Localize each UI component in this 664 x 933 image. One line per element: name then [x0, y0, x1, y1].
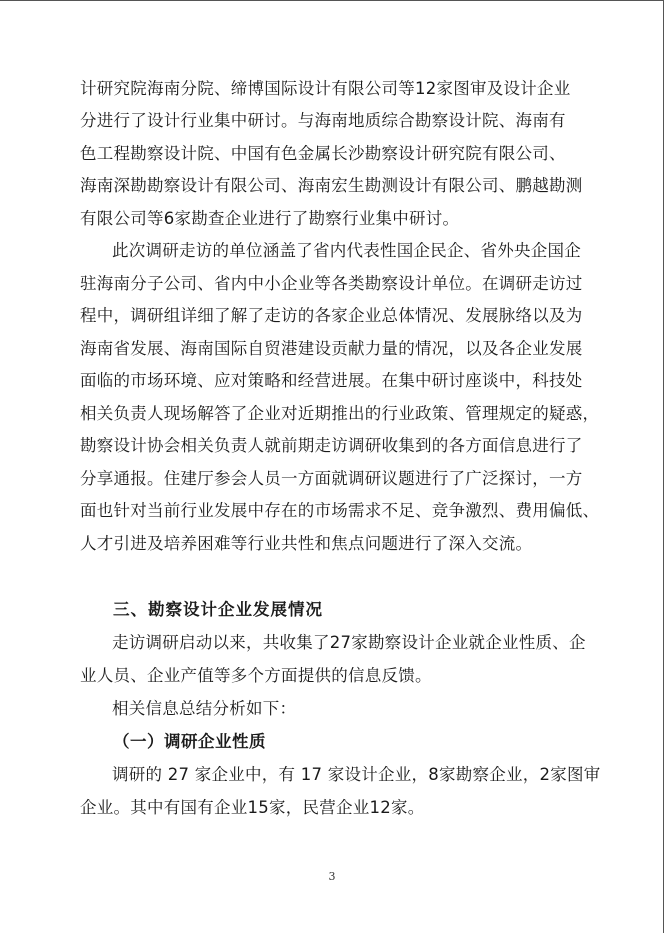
section-heading: 三、勘察设计企业发展情况 — [113, 600, 323, 619]
subheading: （一）调研企业性质 — [113, 732, 266, 751]
paragraph-1-line-1: 计研究院海南分院、缔博国际设计有限公司等12家图审及设计企业 — [80, 79, 571, 98]
paragraph-1-line-2: 分进行了设计行业集中研讨。与海南地质综合勘察设计院、海南有 — [80, 111, 566, 130]
paragraph-2-line-4: 海南省发展、海南国际自贸港建设贡献力量的情况，以及各企业发展 — [80, 339, 583, 358]
paragraph-2-line-8: 分享通报。住建厅参会人员一方面就调研议题进行了广泛探讨，一方 — [80, 469, 583, 488]
paragraph-2-line-6: 相关负责人现场解答了企业对近期推出的行业政策、管理规定的疑惑， — [80, 404, 600, 423]
paragraph-4: 相关信息总结分析如下： — [112, 699, 297, 718]
paragraph-2-line-9: 面也针对当前行业发展中存在的市场需求不足、竞争激烈、费用偏低、 — [80, 501, 600, 520]
paragraph-3-line-2: 业人员、企业产值等多个方面提供的信息反馈。 — [80, 666, 432, 685]
paragraph-2-line-10: 人才引进及培养困难等行业共性和焦点问题进行了深入交流。 — [80, 534, 533, 553]
paragraph-2-line-7: 勘察设计协会相关负责人就前期走访调研收集到的各方面信息进行了 — [80, 436, 583, 455]
paragraph-1-line-4: 海南深勘勘察设计有限公司、海南宏生勘测设计有限公司、鹏越勘测 — [80, 176, 583, 195]
paragraph-1-line-3: 色工程勘察设计院、中国有色金属长沙勘察设计研究院有限公司、 — [80, 144, 566, 163]
paragraph-1-line-5: 有限公司等6家勘查企业进行了勘察行业集中研讨。 — [80, 209, 460, 228]
page-number: 3 — [328, 870, 336, 883]
paragraph-2-line-3: 程中，调研组详细了解了走访的各家企业总体情况、发展脉络以及为 — [80, 306, 583, 325]
paragraph-2-line-1: 此次调研走访的单位涵盖了省内代表性国企民企、省外央企国企 — [112, 241, 581, 260]
paragraph-2-line-2: 驻海南分子公司、省内中小企业等各类勘察设计单位。在调研走访过 — [80, 274, 583, 293]
paragraph-5-line-1: 调研的 27 家企业中，有 17 家设计企业，8家勘察企业，2家图审 — [112, 765, 601, 784]
paragraph-5-line-2: 企业。其中有国有企业15家，民营企业12家。 — [80, 798, 425, 817]
paragraph-2-line-5: 面临的市场环境、应对策略和经营进展。在集中研讨座谈中，科技处 — [80, 371, 583, 390]
paragraph-3-line-1: 走访调研启动以来，共收集了27家勘察设计企业就企业性质、企 — [112, 633, 586, 652]
